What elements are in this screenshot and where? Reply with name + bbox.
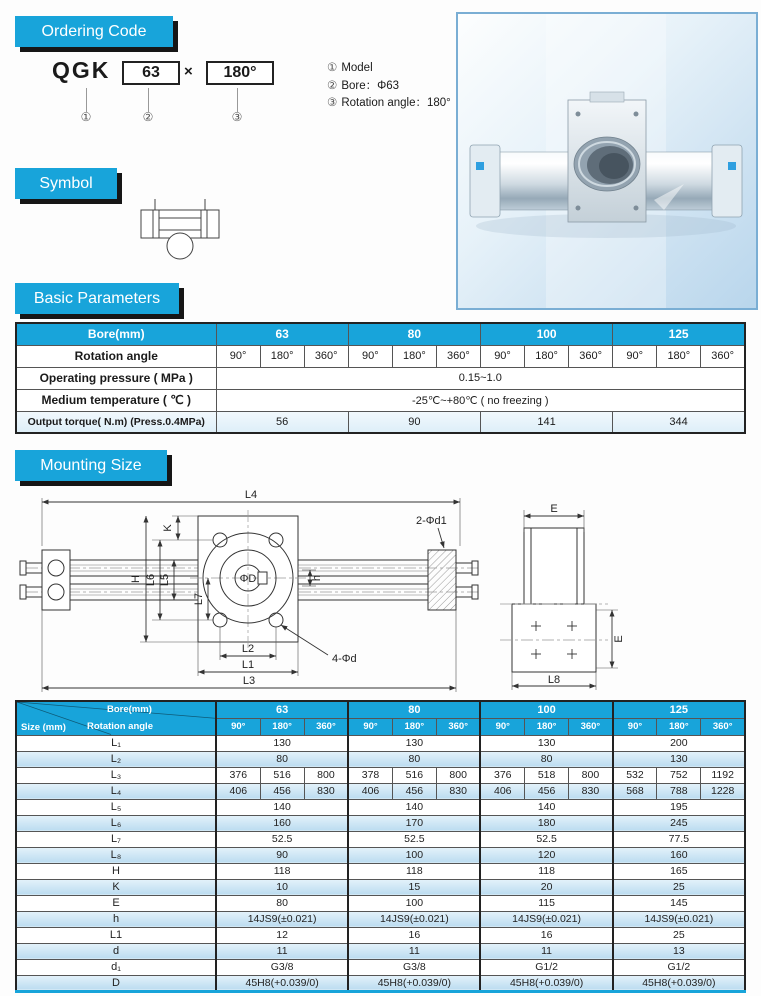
row-label: L₃	[16, 767, 216, 783]
angle-header-cell: 90°	[480, 345, 524, 367]
angle-header-cell: 180°	[392, 718, 436, 735]
dim-label-bore: ΦD	[239, 573, 257, 585]
section-header-symbol: Symbol	[15, 168, 117, 199]
value-cell: 376	[216, 767, 260, 783]
corner-header-cell	[16, 701, 216, 735]
value-cell: 456	[525, 783, 569, 799]
dim-label-L1: L1	[241, 659, 255, 671]
value-cell: 16	[348, 927, 480, 943]
value-cell: G3/8	[216, 959, 348, 975]
legend-item-model	[327, 60, 451, 78]
value-cell: 140	[480, 799, 612, 815]
angle-header-cell: 360°	[304, 718, 348, 735]
value-cell: G1/2	[480, 959, 612, 975]
torque-value-cell: 141	[480, 411, 612, 433]
row-label: L₂	[16, 751, 216, 767]
value-cell: 516	[260, 767, 304, 783]
angle-header-cell: 90°	[613, 345, 657, 367]
dim-label-L3: L3	[242, 675, 256, 687]
callout-line-2	[148, 88, 149, 112]
value-cell: 45H8(+0.039/0)	[613, 975, 745, 991]
basic-parameters-table	[15, 322, 746, 434]
value-cell: 165	[613, 863, 745, 879]
value-cell: 140	[348, 799, 480, 815]
legend-item-angle	[327, 95, 451, 113]
bore-row-label: Bore(mm)	[16, 323, 216, 345]
pneumatic-symbol	[138, 194, 224, 262]
value-cell: 830	[569, 783, 613, 799]
dim-label-L4: L4	[244, 489, 258, 501]
value-cell: 568	[613, 783, 657, 799]
dim-label-L6: L6	[145, 573, 157, 587]
row-label: D	[16, 975, 216, 991]
value-cell: 14JS9(±0.021)	[480, 911, 612, 927]
legend-num-3: ③	[327, 97, 338, 109]
table-row	[16, 751, 745, 767]
value-cell: 45H8(+0.039/0)	[480, 975, 612, 991]
dim-label-H: H	[130, 575, 142, 583]
bore-code-box: 63	[122, 61, 180, 85]
table-row	[16, 847, 745, 863]
table-row	[16, 943, 745, 959]
angle-code-box: 180°	[206, 61, 274, 85]
value-cell: 120	[480, 847, 612, 863]
value-cell: 100	[348, 895, 480, 911]
bore-header-cell: 125	[613, 323, 745, 345]
table-row	[16, 799, 745, 815]
table-row	[16, 959, 745, 975]
dim-label-4-d: 4-Φd	[332, 653, 357, 665]
angle-header-cell: 180°	[260, 345, 304, 367]
rotation-row-label: Rotation angle	[16, 345, 216, 367]
row-label: d₁	[16, 959, 216, 975]
value-cell: 752	[657, 767, 701, 783]
table-row	[16, 367, 745, 389]
dim-label-E-right: E	[613, 635, 625, 643]
angle-header-cell: 90°	[613, 718, 657, 735]
value-cell: 80	[216, 751, 348, 767]
product-photo	[456, 12, 758, 310]
value-cell: 378	[348, 767, 392, 783]
value-cell: 518	[525, 767, 569, 783]
dim-label-L2: L2	[241, 643, 255, 655]
angle-header-cell: 180°	[657, 345, 701, 367]
value-cell: 200	[613, 735, 745, 751]
angle-header-cell: 360°	[701, 345, 745, 367]
value-cell: 830	[436, 783, 480, 799]
torque-value-cell: 344	[613, 411, 745, 433]
value-cell: 130	[480, 735, 612, 751]
value-cell: 160	[613, 847, 745, 863]
bore-header-cell: 100	[480, 701, 612, 718]
value-cell: 800	[436, 767, 480, 783]
value-cell: 532	[613, 767, 657, 783]
table-row	[16, 767, 745, 783]
value-cell: 25	[613, 927, 745, 943]
value-cell: 15	[348, 879, 480, 895]
torque-row-label: Output torque( N.m) (Press.0.4MPa)	[16, 411, 216, 433]
value-cell: 800	[569, 767, 613, 783]
value-cell: 180	[480, 815, 612, 831]
multiply-sign: ×	[184, 63, 193, 80]
value-cell: 118	[216, 863, 348, 879]
table-row	[16, 831, 745, 847]
value-cell: 13	[613, 943, 745, 959]
angle-header-cell: 360°	[701, 718, 745, 735]
bore-header-cell: 80	[348, 323, 480, 345]
table-row	[16, 863, 745, 879]
value-cell: 130	[216, 735, 348, 751]
table-row	[16, 345, 745, 367]
value-cell: 170	[348, 815, 480, 831]
callout-number-2: ②	[142, 110, 154, 124]
legend-text-2: Bore：Φ63	[341, 79, 400, 92]
angle-header-cell: 360°	[304, 345, 348, 367]
angle-header-cell: 180°	[525, 718, 569, 735]
table-row	[16, 701, 745, 718]
callout-line-1	[86, 88, 87, 112]
value-cell: 115	[480, 895, 612, 911]
value-cell: 406	[216, 783, 260, 799]
angle-header-cell: 90°	[480, 718, 524, 735]
model-code: QGK	[52, 57, 111, 83]
table-row	[16, 895, 745, 911]
value-cell: 45H8(+0.039/0)	[216, 975, 348, 991]
table-row	[16, 323, 745, 345]
legend-item-bore	[327, 78, 451, 96]
value-cell: 20	[480, 879, 612, 895]
value-cell: 800	[304, 767, 348, 783]
row-label: L₅	[16, 799, 216, 815]
callout-number-3: ③	[231, 110, 243, 124]
value-cell: 14JS9(±0.021)	[216, 911, 348, 927]
value-cell: 160	[216, 815, 348, 831]
bore-header-cell: 80	[348, 701, 480, 718]
dim-label-K: K	[162, 524, 174, 532]
legend-num-1: ①	[327, 62, 338, 74]
value-cell: 45H8(+0.039/0)	[348, 975, 480, 991]
pressure-value: 0.15~1.0	[216, 367, 745, 389]
value-cell: 130	[613, 751, 745, 767]
value-cell: 11	[480, 943, 612, 959]
value-cell: 145	[613, 895, 745, 911]
corner-bore-label: Bore(mm)	[107, 704, 152, 715]
value-cell: 788	[657, 783, 701, 799]
value-cell: 25	[613, 879, 745, 895]
angle-header-cell: 360°	[569, 345, 613, 367]
corner-size-label: Size (mm)	[21, 722, 66, 733]
dim-label-2-d1: 2-Φd1	[416, 515, 447, 527]
row-label: L₆	[16, 815, 216, 831]
value-cell: 52.5	[216, 831, 348, 847]
row-label: L₈	[16, 847, 216, 863]
value-cell: 10	[216, 879, 348, 895]
dim-label-E-top: E	[550, 503, 558, 515]
value-cell: 195	[613, 799, 745, 815]
value-cell: 406	[348, 783, 392, 799]
value-cell: 11	[348, 943, 480, 959]
dim-label-L8: L8	[547, 674, 561, 686]
value-cell: 130	[348, 735, 480, 751]
table-row	[16, 389, 745, 411]
value-cell: 118	[348, 863, 480, 879]
torque-value-cell: 90	[348, 411, 480, 433]
table-row	[16, 815, 745, 831]
row-label: d	[16, 943, 216, 959]
value-cell: 140	[216, 799, 348, 815]
pressure-row-label: Operating pressure ( MPa )	[16, 367, 216, 389]
row-label: K	[16, 879, 216, 895]
table-row	[16, 783, 745, 799]
row-label: L₄	[16, 783, 216, 799]
angle-header-cell: 180°	[260, 718, 304, 735]
section-header-basic-parameters: Basic Parameters	[15, 283, 179, 314]
angle-header-cell: 90°	[348, 718, 392, 735]
legend-num-2: ②	[327, 79, 338, 92]
row-label: h	[16, 911, 216, 927]
ordering-legend	[327, 60, 451, 113]
value-cell: 406	[480, 783, 524, 799]
table-row	[16, 735, 745, 751]
value-cell: 456	[260, 783, 304, 799]
table-row	[16, 927, 745, 943]
table-row	[16, 411, 745, 433]
angle-header-cell: 90°	[348, 345, 392, 367]
value-cell: 118	[480, 863, 612, 879]
angle-header-cell: 90°	[216, 718, 260, 735]
value-cell: 77.5	[613, 831, 745, 847]
dim-label-L5: L5	[159, 573, 171, 587]
value-cell: 14JS9(±0.021)	[348, 911, 480, 927]
value-cell: 14JS9(±0.021)	[613, 911, 745, 927]
value-cell: 80	[348, 751, 480, 767]
table-row	[16, 911, 745, 927]
mounting-size-table	[15, 700, 746, 993]
row-label: H	[16, 863, 216, 879]
angle-header-cell: 90°	[216, 345, 260, 367]
value-cell: G1/2	[613, 959, 745, 975]
value-cell: 100	[348, 847, 480, 863]
bore-header-cell: 63	[216, 323, 348, 345]
legend-text-3: Rotation angle：180°	[341, 97, 451, 109]
value-cell: 456	[392, 783, 436, 799]
product-photo-illustration	[458, 14, 756, 308]
legend-text-1: Model	[341, 62, 373, 74]
value-cell: 376	[480, 767, 524, 783]
angle-header-cell: 360°	[436, 345, 480, 367]
temperature-value: -25℃~+80℃ ( no freezing )	[216, 389, 745, 411]
value-cell: 516	[392, 767, 436, 783]
callout-line-3	[237, 88, 238, 112]
callout-number-1: ①	[80, 110, 92, 124]
value-cell: 11	[216, 943, 348, 959]
row-label: E	[16, 895, 216, 911]
table-row	[16, 975, 745, 991]
value-cell: 80	[216, 895, 348, 911]
section-header-mounting-size: Mounting Size	[15, 450, 167, 481]
value-cell: 80	[480, 751, 612, 767]
value-cell: 52.5	[480, 831, 612, 847]
angle-header-cell: 180°	[657, 718, 701, 735]
row-label: L₇	[16, 831, 216, 847]
angle-header-cell: 360°	[436, 718, 480, 735]
table-row	[16, 879, 745, 895]
value-cell: 830	[304, 783, 348, 799]
section-header-ordering-code: Ordering Code	[15, 16, 173, 47]
bore-header-cell: 125	[613, 701, 745, 718]
value-cell: 1228	[701, 783, 745, 799]
torque-value-cell: 56	[216, 411, 348, 433]
corner-rotation-label: Rotation angle	[87, 721, 153, 732]
angle-header-cell: 180°	[525, 345, 569, 367]
row-label: L1	[16, 927, 216, 943]
value-cell: 12	[216, 927, 348, 943]
value-cell: 245	[613, 815, 745, 831]
value-cell: 16	[480, 927, 612, 943]
value-cell: G3/8	[348, 959, 480, 975]
angle-header-cell: 360°	[569, 718, 613, 735]
row-label: L₁	[16, 735, 216, 751]
value-cell: 52.5	[348, 831, 480, 847]
value-cell: 1192	[701, 767, 745, 783]
dim-label-L7: L7	[193, 592, 205, 606]
angle-header-cell: 180°	[392, 345, 436, 367]
bore-header-cell: 63	[216, 701, 348, 718]
dim-label-h: h	[311, 574, 323, 582]
temperature-row-label: Medium temperature ( ℃ )	[16, 389, 216, 411]
mounting-dimension-drawing	[8, 486, 756, 696]
value-cell: 90	[216, 847, 348, 863]
bore-header-cell: 100	[480, 323, 612, 345]
